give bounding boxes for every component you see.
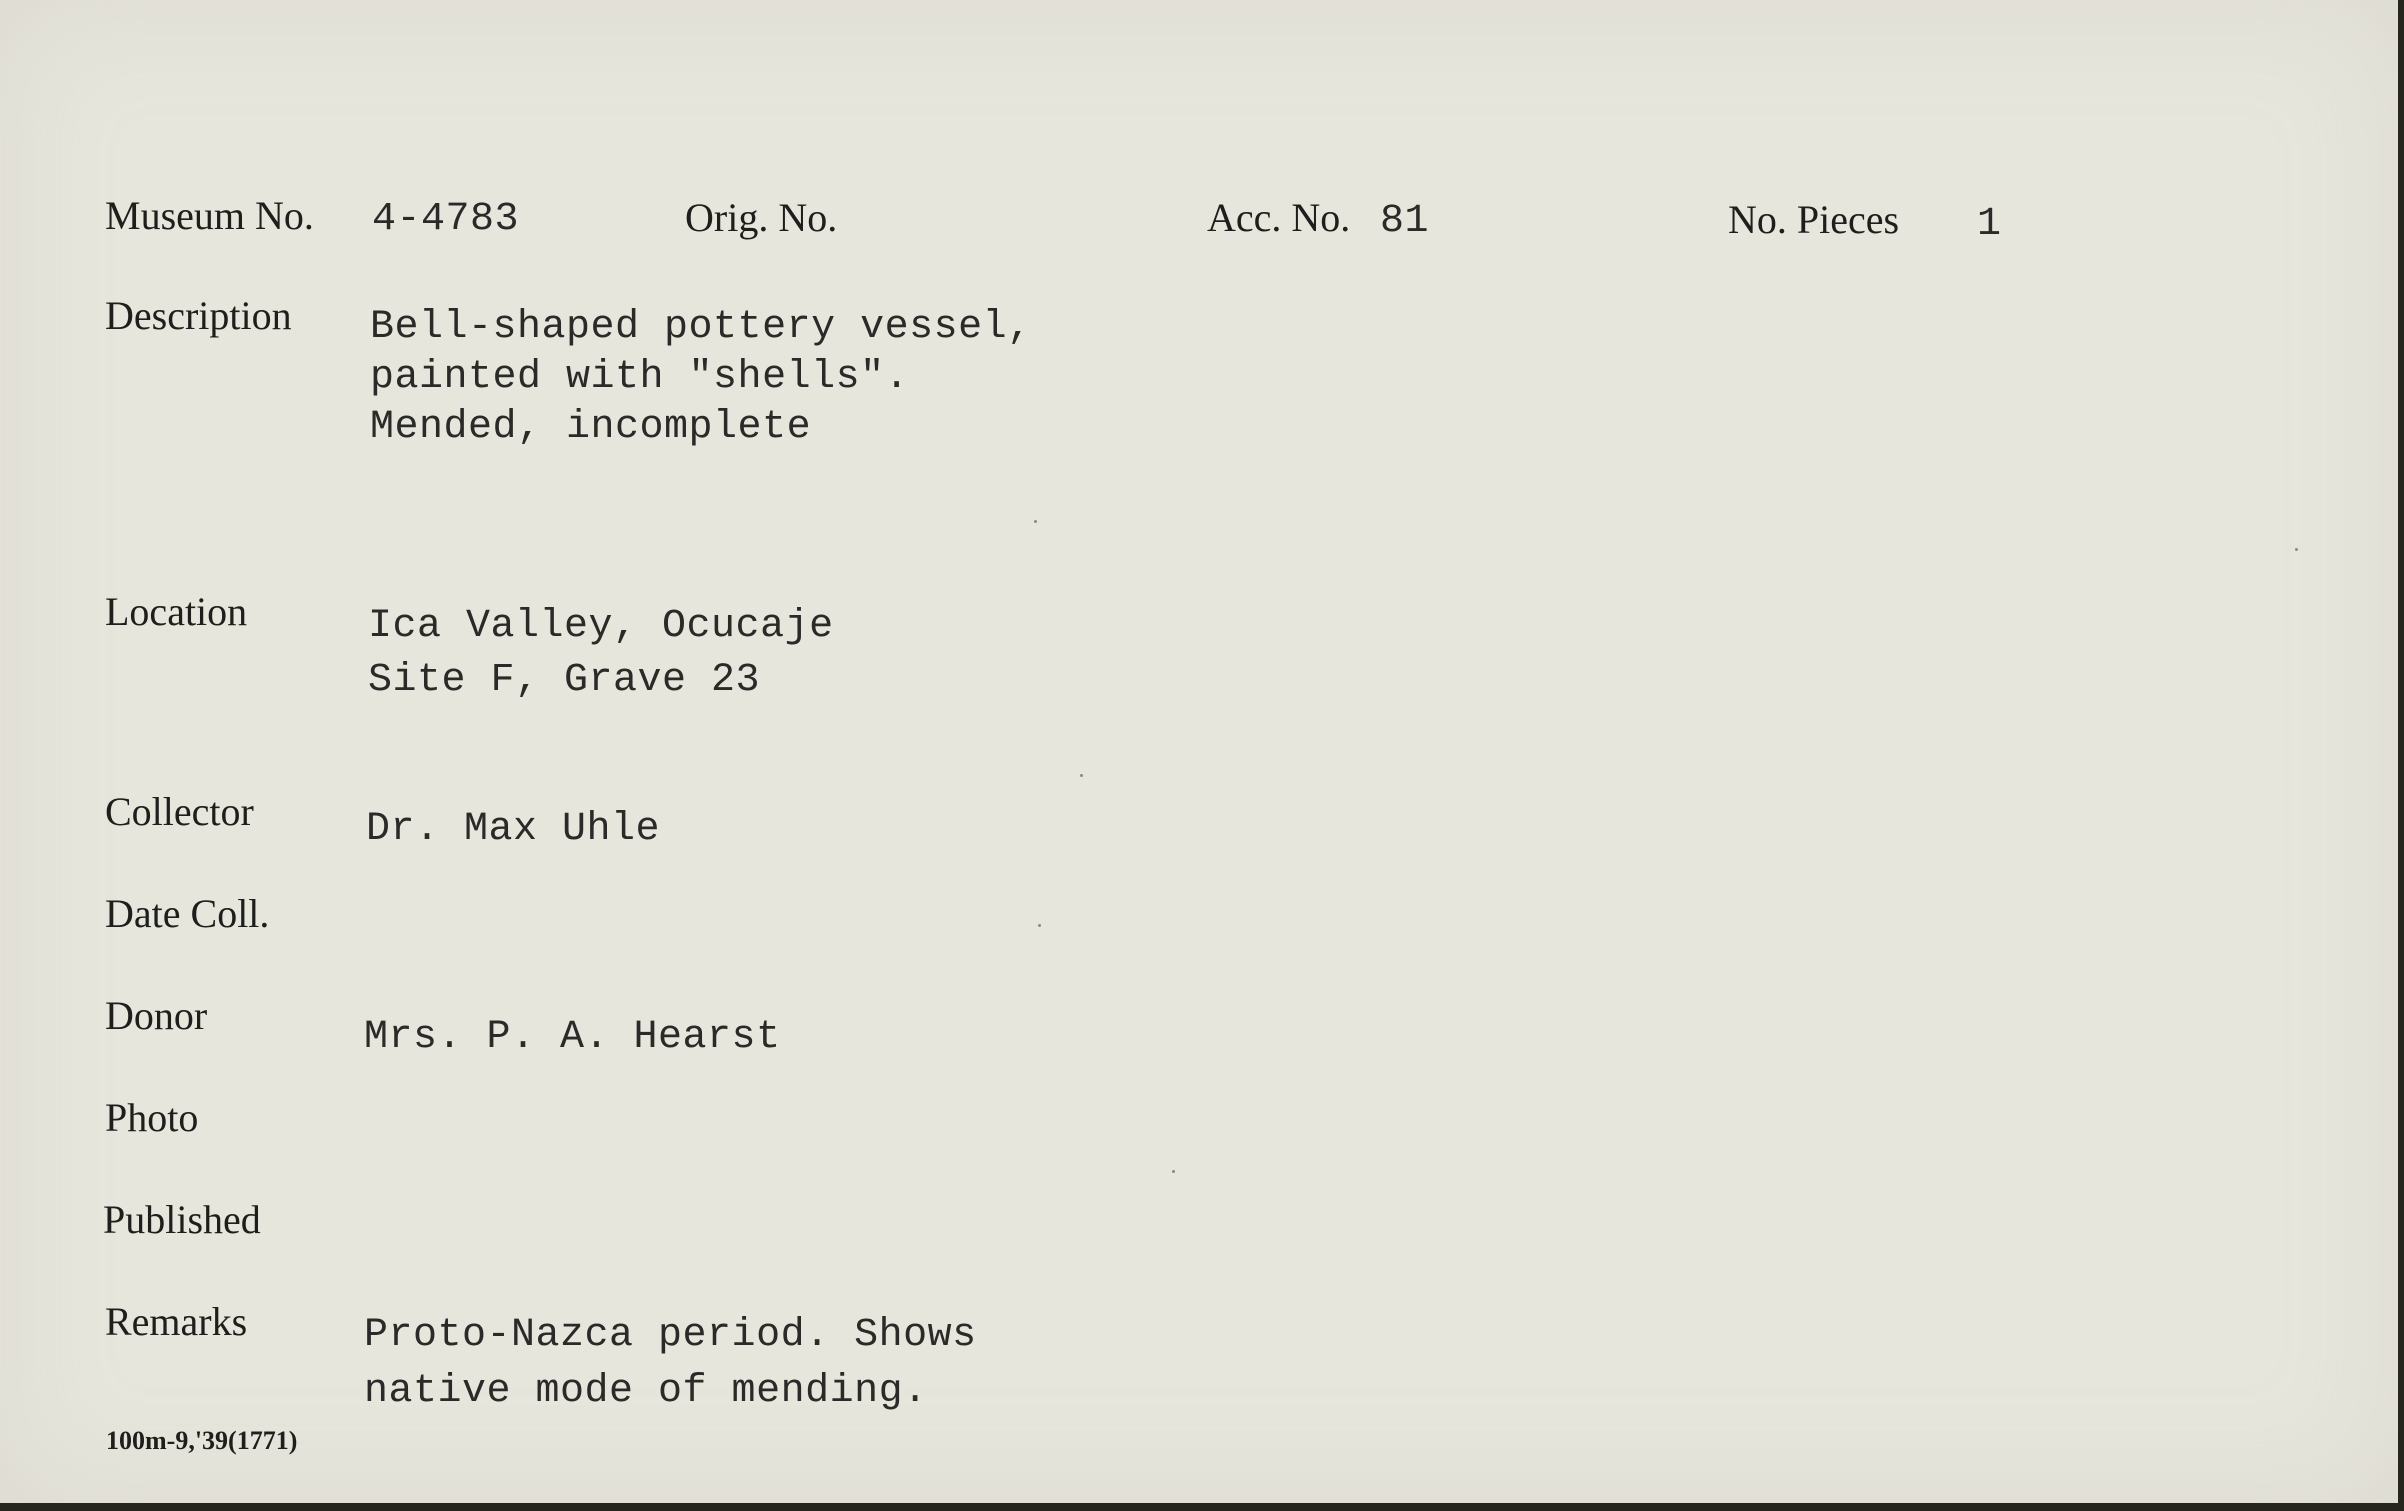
description-line: painted with "shells". [370,355,910,400]
paper-speck [1034,520,1037,523]
paper-speck [1080,774,1083,777]
collector-label: Collector [105,789,254,834]
description-label: Description [105,293,292,338]
location-line: Site F, Grave 23 [368,658,761,703]
donor-value: Mrs. P. A. Hearst [364,1015,781,1060]
location-value [368,600,834,708]
remarks-line: Proto-Nazca period. Shows [364,1313,977,1358]
published-label: Published [103,1197,261,1242]
remarks-value [364,1308,977,1420]
date-coll-label: Date Coll. [105,891,270,936]
remarks-line: native mode of mending. [364,1369,928,1414]
description-value [370,303,1032,453]
no-pieces-label: No. Pieces [1728,197,1900,242]
paper-speck [2295,548,2298,551]
location-label: Location [105,589,248,634]
description-line: Bell-shaped pottery vessel, [370,305,1032,350]
donor-label: Donor [105,993,208,1038]
photo-label: Photo [105,1095,199,1140]
location-line: Ica Valley, Ocucaje [368,604,834,649]
remarks-label: Remarks [105,1299,248,1344]
paper-speck [1038,924,1041,927]
acc-no-label: Acc. No. [1207,195,1351,240]
acc-no-value: 81 [1380,199,1430,244]
form-code: 100m-9,'39(1771) [106,1426,298,1455]
museum-no-value: 4-4783 [372,197,520,242]
description-line: Mended, incomplete [370,405,812,450]
museum-no-label: Museum No. [105,193,314,238]
orig-no-label: Orig. No. [685,195,838,240]
no-pieces-value: 1 [1977,202,2002,247]
paper-speck [1172,1170,1175,1173]
collector-value: Dr. Max Uhle [366,807,661,852]
